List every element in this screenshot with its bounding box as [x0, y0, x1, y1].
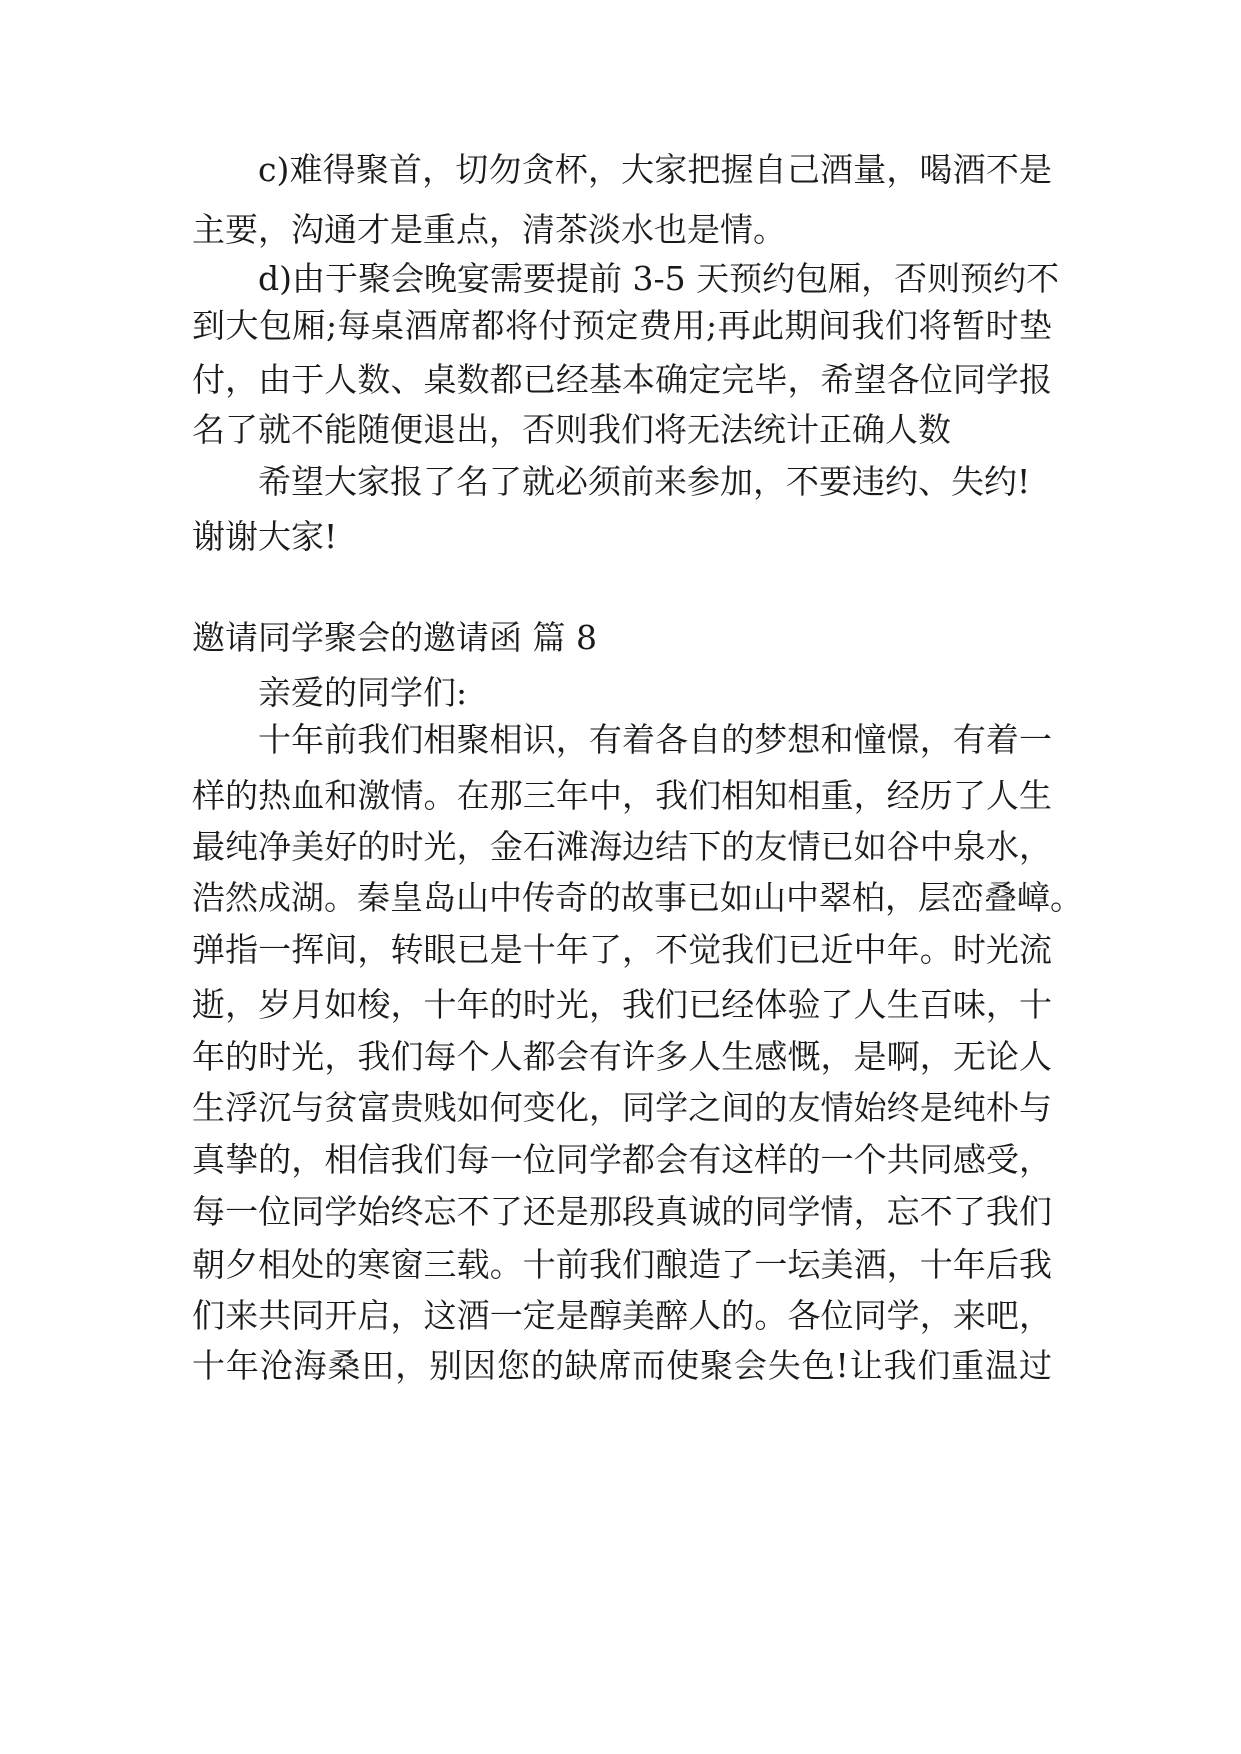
salutation: 亲爱的同学们: [258, 673, 468, 712]
item-d-line-4: 名了就不能随便退出，否则我们将无法统计正确人数 [192, 410, 951, 449]
body-line-12: 们来共同开启，这酒一定是醇美醉人的。各位同学，来吧， [192, 1296, 1052, 1335]
item-c-line-2: 主要，沟通才是重点，清茶淡水也是情。 [192, 210, 786, 249]
body-line-11: 朝夕相处的寒窗三载。十前我们酿造了一坛美酒，十年后我 [192, 1245, 1052, 1284]
body-line-10: 每一位同学始终忘不了还是那段真诚的同学情，忘不了我们 [192, 1192, 1052, 1231]
closing-line-2: 谢谢大家! [192, 517, 338, 556]
body-line-8: 生浮沉与贫富贵贱如何变化，同学之间的友情始终是纯朴与 [192, 1088, 1052, 1127]
item-c-line-1: c)难得聚首，切勿贪杯，大家把握自己酒量，喝酒不是 [258, 150, 1052, 189]
section-title: 邀请同学聚会的邀请函 篇 8 [192, 618, 597, 657]
body-line-5: 弹指一挥间，转眼已是十年了，不觉我们已近中年。时光流 [192, 930, 1052, 969]
body-line-13: 十年沧海桑田，别因您的缺席而使聚会失色!让我们重温过 [192, 1346, 1052, 1385]
body-line-4: 浩然成湖。秦皇岛山中传奇的故事已如山中翠柏，层峦叠嶂。 [192, 878, 1083, 917]
item-d-line-1: d)由于聚会晚宴需要提前 3-5 天预约包厢，否则预约不 [258, 259, 1060, 298]
body-line-1: 十年前我们相聚相识，有着各自的梦想和憧憬，有着一 [258, 720, 1052, 759]
body-line-9: 真挚的，相信我们每一位同学都会有这样的一个共同感受， [192, 1140, 1052, 1179]
body-line-3: 最纯净美好的时光，金石滩海边结下的友情已如谷中泉水， [192, 827, 1052, 866]
body-line-2: 样的热血和激情。在那三年中，我们相知相重，经历了人生 [192, 776, 1052, 815]
closing-line-1: 希望大家报了名了就必须前来参加，不要违约、失约! [258, 462, 1031, 501]
item-d-line-3: 付，由于人数、桌数都已经基本确定完毕，希望各位同学报 [192, 360, 1052, 399]
item-d-line-2: 到大包厢;每桌酒席都将付预定费用;再此期间我们将暂时垫 [192, 306, 1052, 345]
body-line-7: 年的时光，我们每个人都会有许多人生感慨，是啊，无论人 [192, 1037, 1052, 1076]
body-line-6: 逝，岁月如梭，十年的时光，我们已经体验了人生百味，十 [192, 985, 1052, 1024]
